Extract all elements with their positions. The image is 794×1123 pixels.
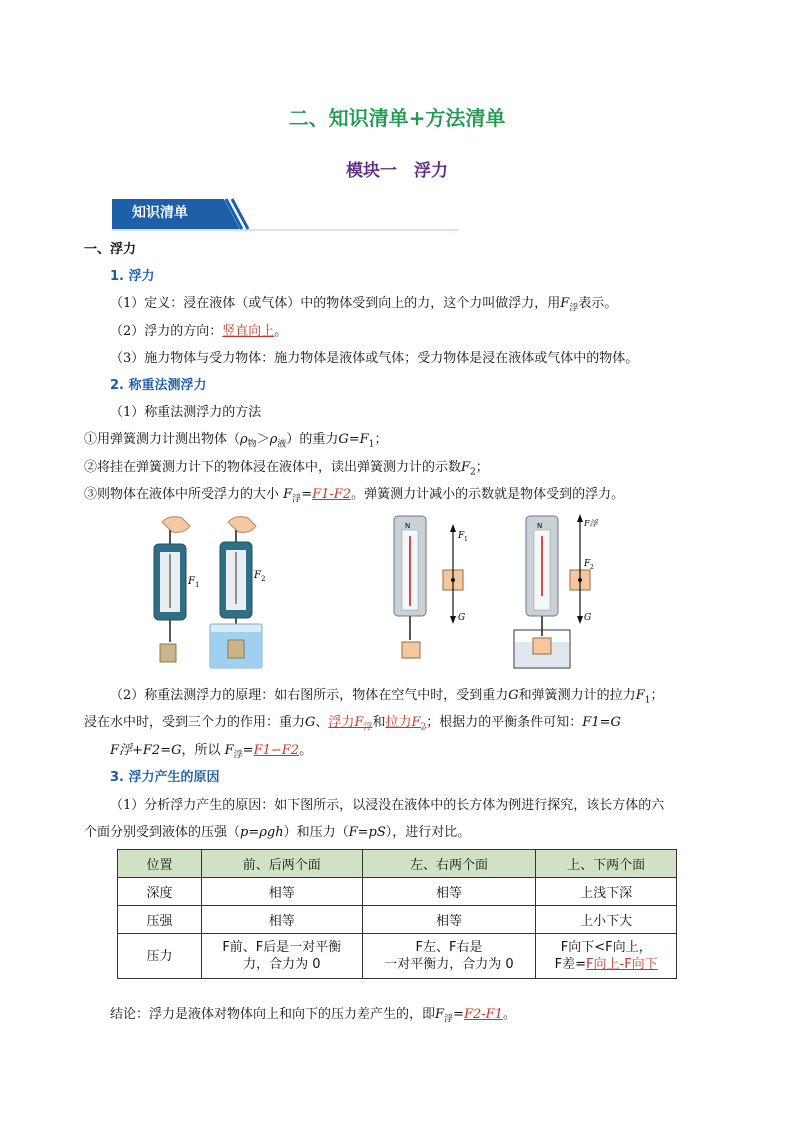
table-header: 上、下两个面 xyxy=(536,850,677,878)
table-header: 位置 xyxy=(118,850,202,878)
principle-line-1: （2）称重法测浮力的原理：如右图所示，物体在空气中时，受到重力G和弹簧测力计的拉力$F_1$； xyxy=(110,688,664,706)
answer-blank: F1−F2 xyxy=(253,743,300,758)
step-1: ①用弹簧测力计测出物体$(\rho_物>\rho_液)$的重力$G=F_1$； xyxy=(84,432,388,450)
answer-blank: 拉力$F_2$ xyxy=(385,715,427,733)
svg-text:F浮: F浮 xyxy=(584,519,598,528)
banner-label: 知识清单 xyxy=(132,205,188,221)
table-header-row xyxy=(118,850,677,878)
table-header: 左、右两个面 xyxy=(362,850,536,878)
svg-text:F: F xyxy=(188,576,195,587)
svg-text:F: F xyxy=(254,570,261,581)
step-3: ③则物体在液体中所受浮力的大小 $F_浮=F1-F2$。弹簧测力计减小的示数就是物体受到的浮力。 xyxy=(84,487,625,505)
table-row: 压强 相等 相等 上小下大 xyxy=(118,906,677,934)
cause-line-1: （1）分析浮力产生的原因：如下图所示，以浸没在液体中的长方体为例进行探究，该长方体的六 xyxy=(110,798,665,813)
svg-text:N: N xyxy=(537,522,543,530)
answer-blank: 浮力$F_浮$ xyxy=(328,715,373,733)
svg-text:F: F xyxy=(458,531,465,541)
svg-text:2: 2 xyxy=(261,575,266,583)
force-diagram-air xyxy=(394,516,468,658)
comparison-table xyxy=(117,849,677,979)
answer-blank: F向上-F向下 xyxy=(586,957,658,972)
answer-blank: F1-F2 xyxy=(312,487,352,502)
scale-in-water xyxy=(210,517,265,668)
answer-blank: 竖直向上 xyxy=(222,324,275,339)
table-row: 压力 F前、F后是一对平衡 力，合力为 0 F左、F右是 一对平衡力，合力为 0 F向下<F向上， F差=F向上-F向下 xyxy=(118,934,677,979)
method-subheading: （1）称重法测浮力的方法 xyxy=(110,405,262,420)
heading-weighing-method: 2. 称重法测浮力 xyxy=(110,378,207,393)
principle-line-2: 浸在水中时，受到三个力的作用：重力G、浮力$F_浮$和拉力$F_2$；根据力的平衡条件可知：F1=G xyxy=(84,715,621,733)
section-banner xyxy=(112,196,458,232)
spring-scale-illustration xyxy=(140,512,640,672)
step-2: ②将挂在弹簧测力计下的物体浸在液体中，读出弹簧测力计的示数$F_2$； xyxy=(84,460,489,478)
svg-text:N: N xyxy=(405,522,411,530)
principle-line-3: F浮+F2=G，所以 $F_浮=F1-F2$。 xyxy=(110,743,313,761)
svg-text:1: 1 xyxy=(464,536,468,543)
scale-in-air xyxy=(154,517,199,662)
svg-text:F: F xyxy=(584,559,591,569)
table-header: 前、后两个面 xyxy=(202,850,363,878)
module-title: 模块一 浮力 xyxy=(346,161,448,181)
conclusion-line: 结论：浮力是液体对物体向上和向下的压力差产生的，即$F_浮=F2-F1$。 xyxy=(110,1007,516,1025)
force-diagram-water xyxy=(514,514,599,668)
heading-buoyancy: 1. 浮力 xyxy=(110,269,155,284)
objects-line: （3）施力物体与受力物体：施力物体是液体或气体；受力物体是浸在液体或气体中的物体。 xyxy=(110,351,639,366)
table-row: 深度 相等 相等 上浅下深 xyxy=(118,878,677,906)
heading-cause: 3. 浮力产生的原因 xyxy=(110,770,220,785)
cause-line-2: 个面分别受到液体的压强（p=ρgh）和压力（F=pS），进行对比。 xyxy=(84,825,471,840)
svg-text:2: 2 xyxy=(590,564,594,571)
svg-text:1: 1 xyxy=(195,581,200,589)
answer-blank: F2-F1 xyxy=(463,1007,503,1022)
direction-line: （2）浮力的方向：竖直向上。 xyxy=(110,324,288,339)
svg-text:G: G xyxy=(458,613,466,623)
svg-text:G: G xyxy=(584,613,592,623)
page-title: 二、知识清单+方法清单 xyxy=(288,106,506,130)
definition-line: （1）定义：浸在液体（或气体）中的物体受到向上的力，这个力叫做浮力，用$F_浮$表示。 xyxy=(110,296,618,314)
section-heading: 一、浮力 xyxy=(84,242,137,257)
